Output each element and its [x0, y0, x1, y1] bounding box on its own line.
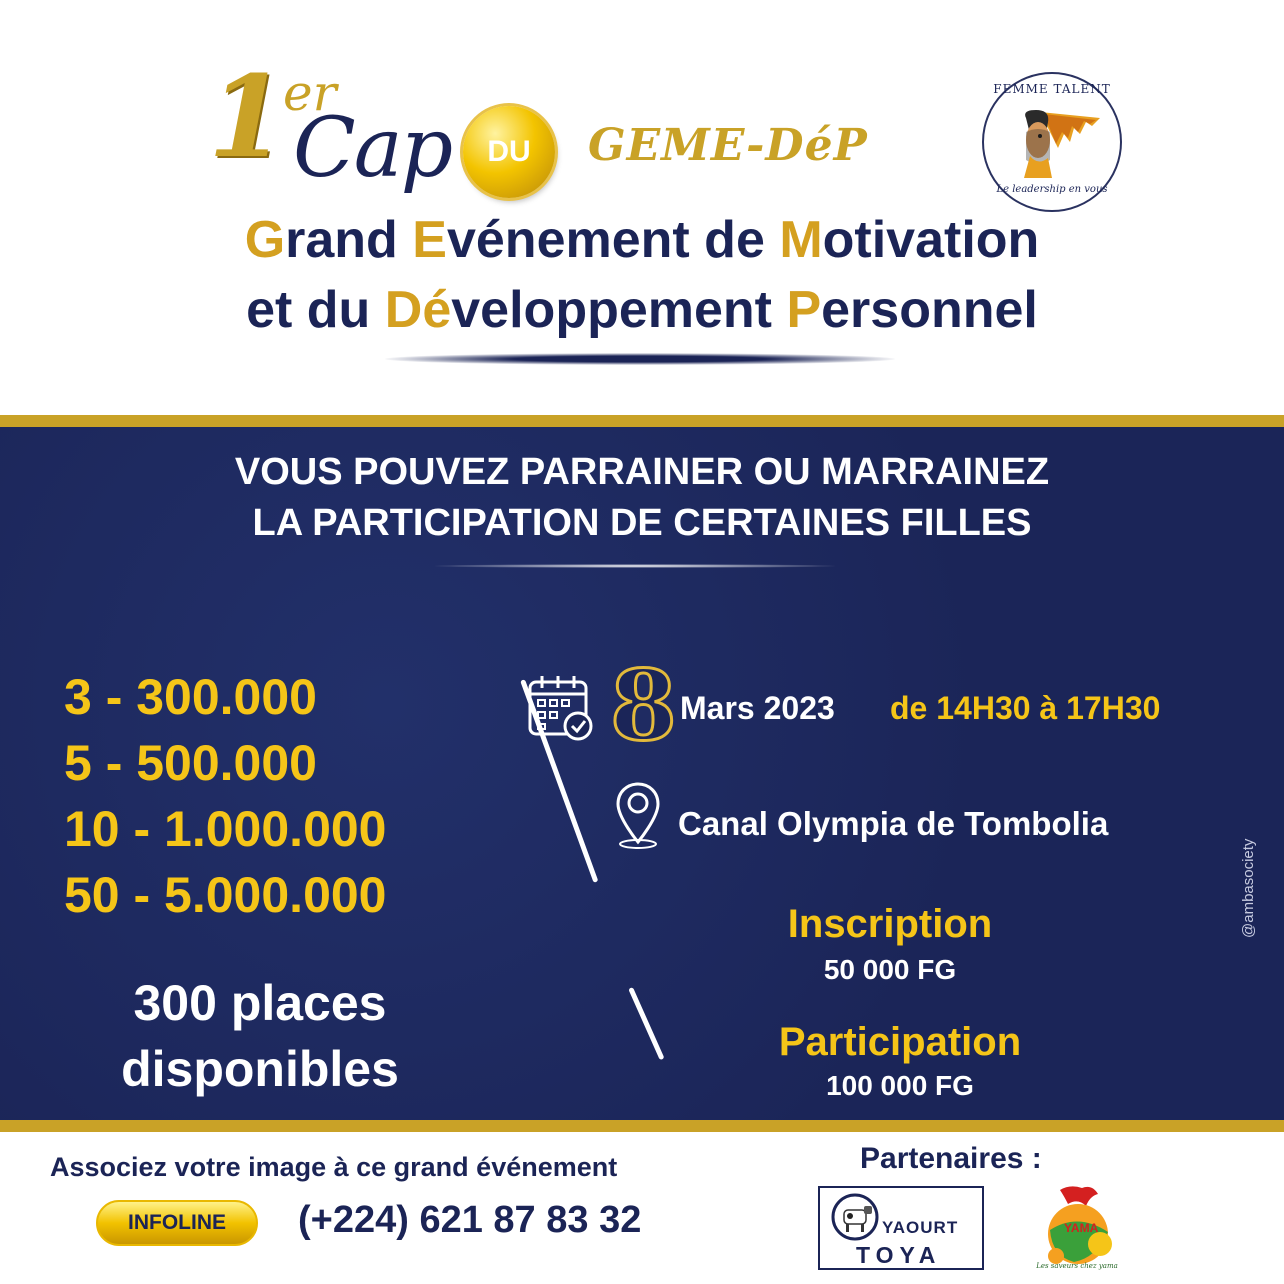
sponsorship-line-2: LA PARTICIPATION DE CERTAINES FILLES — [252, 502, 1032, 544]
watermark-handle: @ambasociety — [1240, 838, 1257, 938]
title-accent-letter: M — [779, 211, 823, 269]
sponsor-tier-2: 5 - 500.000 — [64, 735, 317, 791]
inscription-price: 50 000 FG — [823, 954, 957, 985]
sponsor-tier-3: 10 - 1.000.000 — [64, 801, 387, 857]
title-accent-letter: P — [786, 281, 822, 339]
title-accent-letter: E — [412, 211, 447, 269]
femme-talent-logo-tagline: Le leadership en vous — [996, 184, 1108, 195]
ordinal-suffix: er — [283, 64, 337, 122]
sponsor-tier-1: 3 - 300.000 — [64, 669, 317, 725]
partner-logo-yaourt-toya — [818, 1186, 984, 1270]
femme-talent-logo-top-text: FEMME TALENT — [993, 82, 1111, 96]
participation-label: Participation — [778, 1020, 1022, 1064]
title-text-segment: veloppement — [451, 281, 787, 339]
sponsorship-line-1: VOUS POUVEZ PARRAINER OU MARRAINEZ — [234, 451, 1050, 493]
gold-border-bottom — [0, 1120, 1284, 1132]
gold-border-top — [0, 415, 1284, 427]
participation-price: 100 000 FG — [826, 1070, 974, 1101]
pharaoh-queen-icon — [1000, 104, 1104, 182]
sponsorship-divider — [435, 564, 835, 568]
event-acronym: GEME-DéP — [588, 120, 868, 171]
event-month-year: Mars 2023 — [680, 690, 835, 726]
toya-logo-line-1: YAOURT — [882, 1218, 959, 1237]
title-accent-letter: G — [244, 211, 286, 269]
location-pin-icon — [612, 780, 664, 850]
event-title-line-1 — [0, 211, 1284, 269]
sponsor-tier-4: 50 - 5.000.000 — [64, 867, 387, 923]
available-places-count: 300 places — [133, 975, 387, 1031]
calendar-icon — [528, 674, 594, 742]
femme-talent-logo — [982, 72, 1122, 212]
title-text-segment: vénement de — [446, 211, 780, 269]
associate-your-image-text: Associez votre image à ce grand événement — [50, 1152, 618, 1182]
title-accent-letter: Dé — [384, 281, 452, 339]
yama-logo-text: YAMA — [1064, 1221, 1099, 1235]
toya-logo-line-2: TOYA — [856, 1242, 942, 1268]
title-text-segment: ersonnel — [821, 281, 1038, 339]
event-day: 8 — [610, 649, 677, 762]
title-underline-swoosh — [385, 353, 895, 365]
partners-label: Partenaires : — [860, 1142, 1042, 1175]
ordinal-number: 1 — [208, 52, 286, 183]
inscription-label: Inscription — [787, 902, 993, 946]
title-text-segment: et du — [246, 281, 385, 339]
title-text-segment: otivation — [822, 211, 1040, 269]
cow-icon — [830, 1192, 880, 1242]
infoline-phone-number[interactable]: (+224) 621 87 83 32 — [298, 1199, 642, 1241]
event-venue: Canal Olympia de Tombolia — [678, 805, 1109, 842]
du-badge: DU — [463, 106, 555, 198]
event-title-line-2 — [0, 281, 1284, 339]
available-places-label: disponibles — [121, 1041, 399, 1097]
event-time-range: de 14H30 à 17H30 — [890, 690, 1161, 726]
infoline-badge: INFOLINE — [96, 1200, 258, 1246]
cap-word: Cap — [293, 101, 452, 196]
header-section — [0, 0, 1284, 415]
yama-tagline: Les saveurs chez yama — [1036, 1262, 1118, 1270]
title-text-segment: rand — [285, 211, 413, 269]
